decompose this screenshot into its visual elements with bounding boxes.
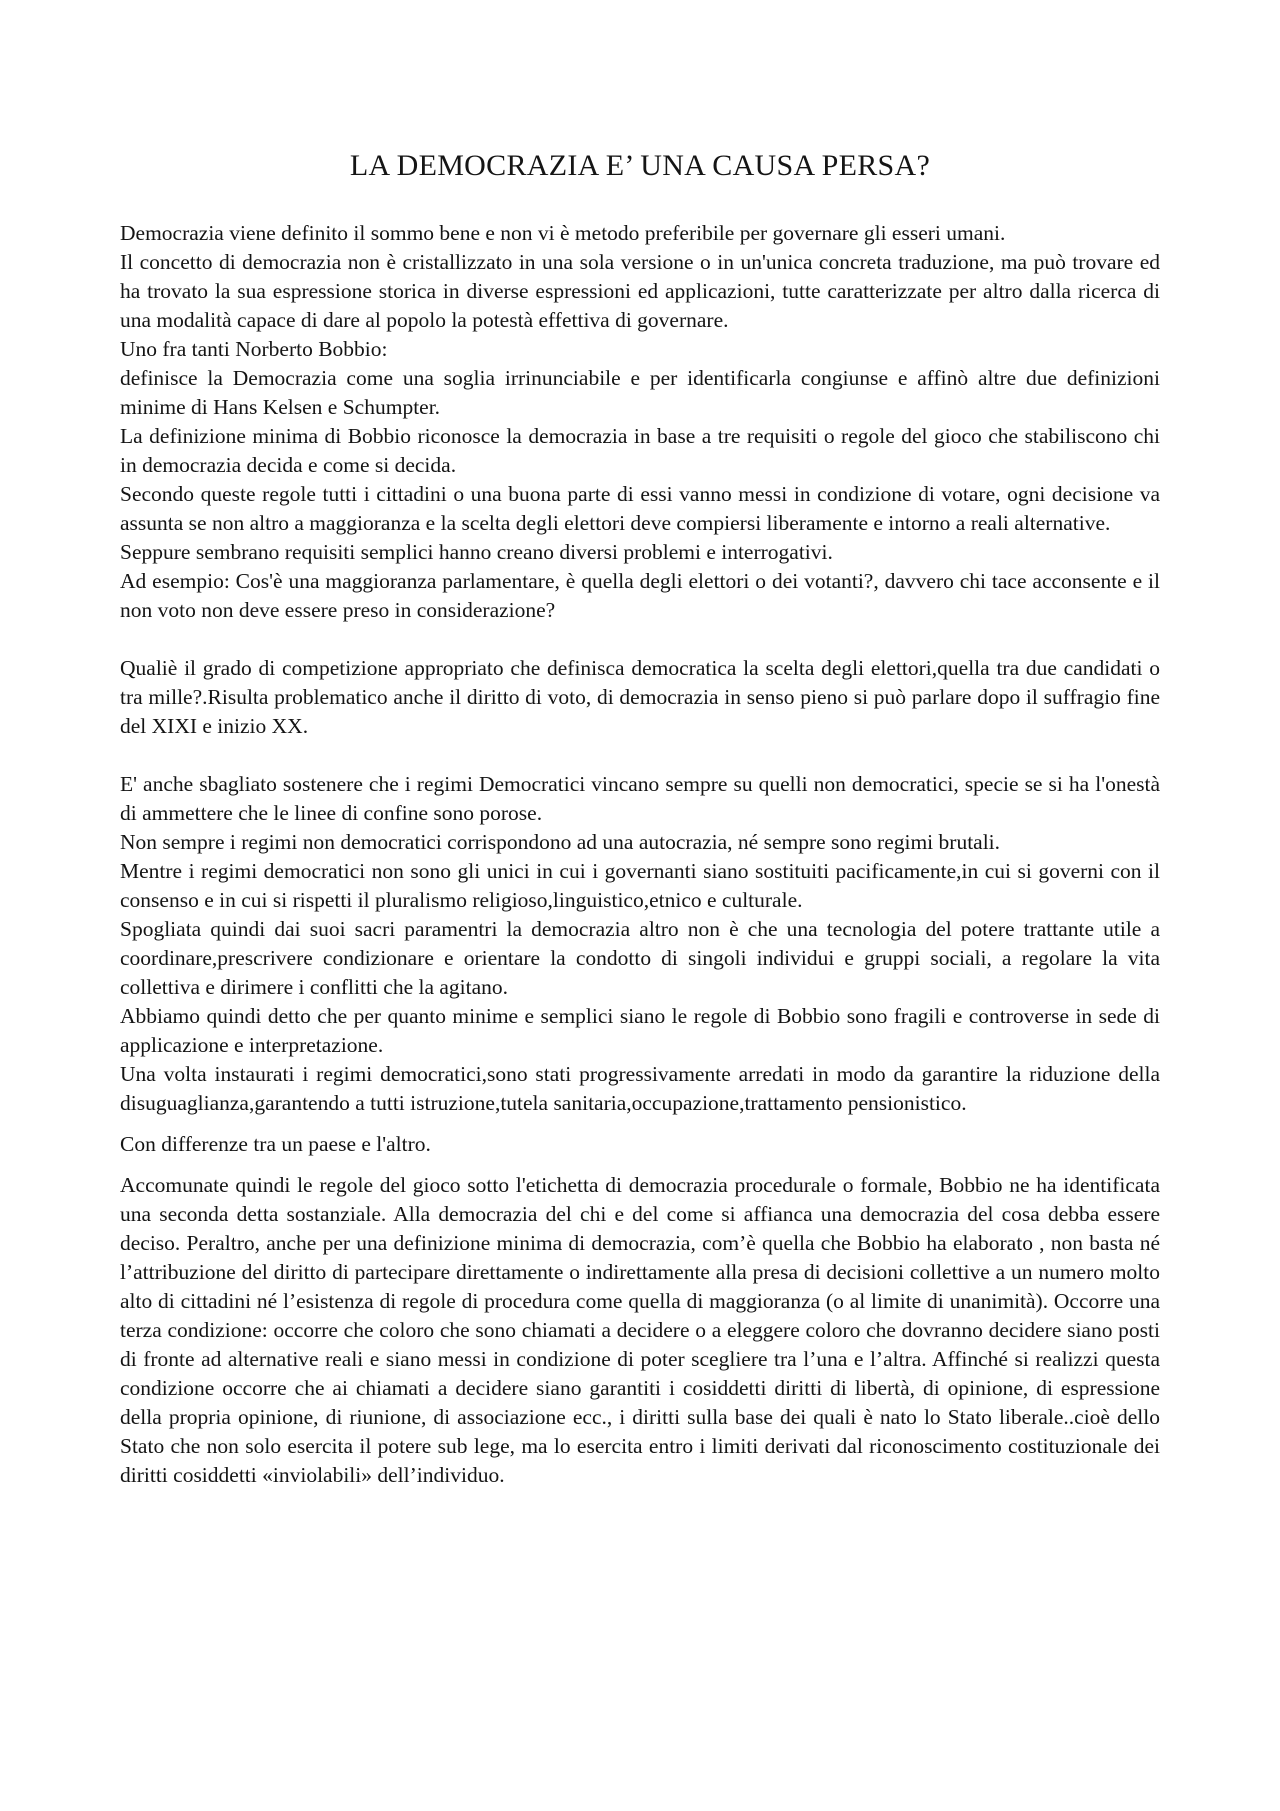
paragraph-welfare: Una volta instaurati i regimi democratici,sono stati progressivamente arredati in modo da garantire la riduzione della disuguaglianza,garantendo a tutti istruzione,tutela sanitaria,occupazione,trattamento pensionistico. [120,1062,1160,1115]
paragraph-competition: Qualiè il grado di competizione appropriato che definisca democratica la scelta degli elettori,quella tra due candidati o tra mille?.Risulta problematico anche il diritto di voto, di democrazia in senso pieno si può parlare dopo il suffragio fine del XIXI e inizio XX. [120,656,1160,738]
paragraph-bobbio-definition: definisce la Democrazia come una soglia irrinunciabile e per identificarla congiunse e affinò altre due definizioni minime di Hans Kelsen e Schumpter. [120,366,1160,419]
paragraph-problems: Seppure sembrano requisiti semplici hanno creano diversi problemi e interrogativi. [120,540,833,564]
paragraph-spacer [120,741,1160,770]
paragraph-spacer [120,1118,1160,1130]
paragraph-autocracy: Non sempre i regimi non democratici corrispondono ad una autocrazia, né sempre sono regimi brutali. [120,830,1001,854]
paragraph-pluralism: Mentre i regimi democratici non sono gli unici in cui i governanti siano sostituiti pacificamente,in cui si governi con il consenso e in cui si rispetti il pluralismo religioso,linguistico,etnico e culturale. [120,859,1160,912]
paragraph-fragile-rules: Abbiamo quindi detto che per quanto minime e semplici siano le regole di Bobbio sono fragili e controverse in sede di applicazione e interpretazione. [120,1004,1160,1057]
paragraph-minimal-definition: La definizione minima di Bobbio riconosce la democrazia in base a tre requisiti o regole del gioco che stabiliscono chi in democrazia decida e come si decida. [120,424,1160,477]
page-title: LA DEMOCRAZIA E’ UNA CAUSA PERSA? [349,149,931,182]
paragraph-technology: Spogliata quindi dai suoi sacri paramentri la democrazia altro non è che una tecnologia del potere trattante utile a coordinare,prescrivere condizionare e orientare la condotto di singoli individui e gruppi sociali, a regolare la vita collettiva e dirimere i conflitti che la agitano. [120,917,1160,999]
document-body [120,219,1160,1490]
paragraph-substantial: Accomunate quindi le regole del gioco sotto l'etichetta di democrazia procedurale o formale, Bobbio ne ha identificata una seconda detta sostanziale. Alla democrazia del chi e del come si affianca una democrazia del cosa debba essere deciso. Peraltro, anche per una definizione minima di democrazia, com’è quella che Bobbio ha elaborato , non basta né l’attribuzione del diritto di partecipare direttamente o indirettamente alla presa di decisioni collettive a un numero molto alto di cittadini né l’esistenza di regole di procedura come quella di maggioranza (o al limite di unanimità). Occorre una terza condizione: occorre che coloro che sono chiamati a decidere o a eleggere coloro che dovranno decidere siano posti di fronte ad alternative reali e siano messi in condizione di poter scegliere tra l’una e l’altra. Affinché si realizzi questa condizione occorre che ai chiamati a decidere siano garantiti i cosiddetti diritti di libertà, di opinione, di espressione della propria opinione, di riunione, di associazione ecc., i diritti sulla base dei quali è nato lo Stato liberale..cioè dello Stato che non solo esercita il potere sub lege, ma lo esercita entro i limiti derivati dal riconoscimento costituzionale dei diritti cosiddetti «inviolabili» dell’individuo. [120,1173,1160,1487]
paragraph-concept: Il concetto di democrazia non è cristallizzato in una sola versione o in un'unica concreta traduzione, ma può trovare ed ha trovato la sua espressione storica in diverse espressioni ed applicazioni, tutte caratterizzate per altro dalla ricerca di una modalità capace di dare al popolo la potestà effettiva di governare. [120,250,1160,332]
paragraph-intro: Democrazia viene definito il sommo bene e non vi è metodo preferibile per governare gli esseri umani. [120,221,1006,245]
paragraph-example: Ad esempio: Cos'è una maggioranza parlamentare, è quella degli elettori o dei votanti?, davvero chi tace acconsente e il non voto non deve essere preso in considerazione? [120,569,1160,622]
paragraph-regimes: E' anche sbagliato sostenere che i regimi Democratici vincano sempre su quelli non democratici, specie se si ha l'onestà di ammettere che le linee di confine sono porose. [120,772,1160,825]
paragraph-bobbio-intro: Uno fra tanti Norberto Bobbio: [120,337,388,361]
paragraph-rules: Secondo queste regole tutti i cittadini o una buona parte di essi vanno messi in condizione di votare, ogni decisione va assunta se non altro a maggioranza e la scelta degli elettori deve compiersi liberamente e intorno a reali alternative. [120,482,1160,535]
paragraph-differences: Con differenze tra un paese e l'altro. [120,1132,431,1156]
paragraph-spacer [120,1159,1160,1171]
paragraph-spacer [120,625,1160,654]
